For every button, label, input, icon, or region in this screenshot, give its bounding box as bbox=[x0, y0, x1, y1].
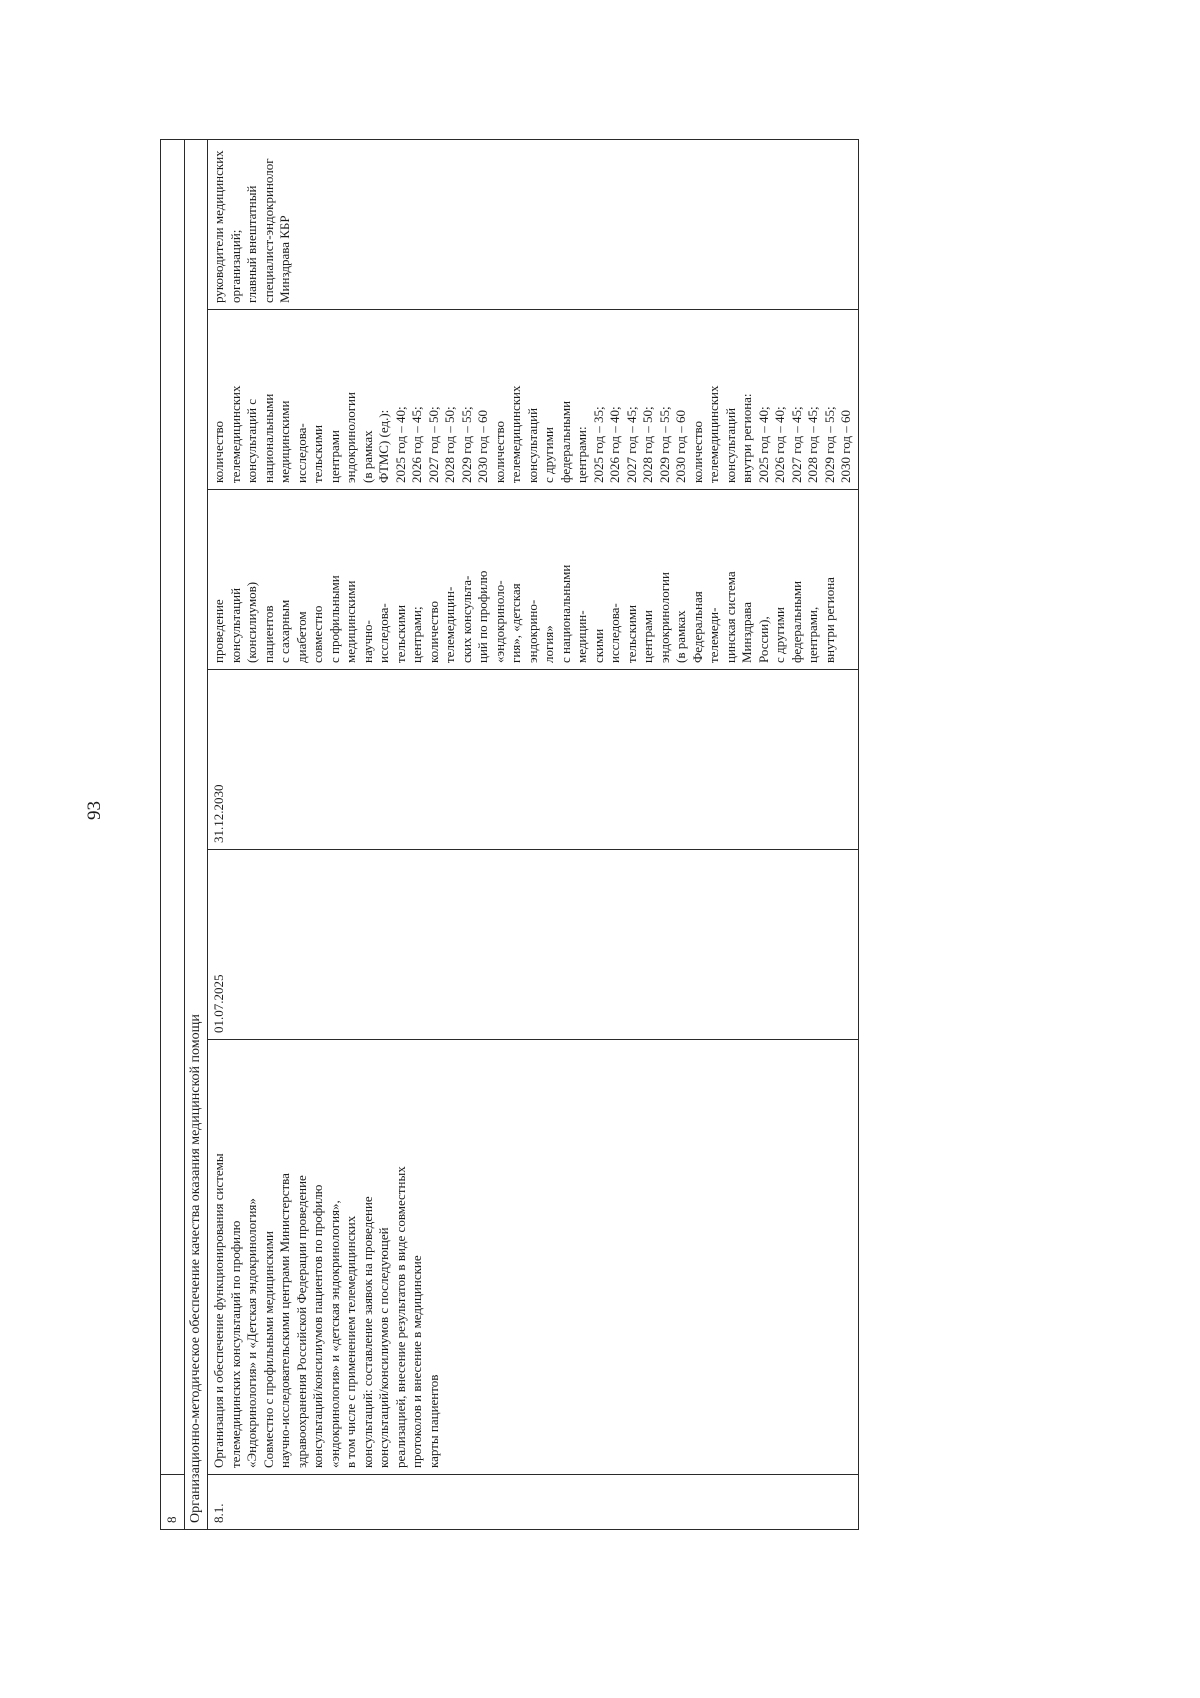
header-cell-empty bbox=[161, 139, 185, 1474]
section-row bbox=[184, 139, 208, 1529]
row-description: Организация и обеспечение функционирования системы телемедицинских консультаций по профилю «Эндокринология» и «Детская эндокринология» Совместно с профильными медицинскими научно-исследовательскими центрами Министерства здравоохранения Российской Федерации проведение консультаций/консилиумов пациентов по профилю «эндокринология» и «детская эндокринология», в том числе с применением телемедицинских консультаций: составление заявок на проведение консультаций/консилиумов с последующей реализацией, внесение результатов в виде совместных протоколов и внесение в медицинские карты пациентов bbox=[208, 1040, 859, 1475]
row-number: 8.1. bbox=[208, 1475, 859, 1530]
header-row bbox=[161, 139, 185, 1529]
row-start-date: 01.07.2025 bbox=[208, 850, 859, 1040]
row-end-date: 31.12.2030 bbox=[208, 670, 859, 850]
header-cell-number: 8 bbox=[161, 1475, 185, 1530]
activities-table bbox=[160, 139, 859, 1530]
document-sheet bbox=[160, 140, 940, 1530]
row-event: проведение консультаций (консилиумов) пациентов с сахарным диабетом совместно с профильными медицинскими научно- исследова- тельскими центрами; количество телемедицин- ских консульта- ций по профилю «эндокриноло- гия», «детская эндокрино- логия» с национальными медицин- скими исследова- тельскими центрами эндокринологии (в рамках Федеральная телемеди- цинская система Минздрава России), с другими федеральными центрами, внутри региона bbox=[208, 490, 859, 670]
row-indicators: количество телемедицинских консультаций с национальными медицинскими исследова- тельскими центрами эндокринологии (в рамках ФТМС) (ед.): 2025 год – 40; 2026 год – 45; 2027 год – 50; 2028 год – 50; 2029 год – 55; 2030 год – 60 количество телемедицинских консультаций с другими федеральными центрами: 2025 год – 35; 2026 год – 40; 2027 год – 45; 2028 год – 50; 2029 год – 55; 2030 год – 60 количество телемедицинских консультаций внутри региона: 2025 год – 40; 2026 год – 40; 2027 год – 45; 2028 год – 45; 2029 год – 55; 2030 год – 60 bbox=[208, 310, 859, 490]
table-row bbox=[208, 139, 859, 1529]
page-number: 93 bbox=[84, 801, 105, 820]
row-executors: руководители медицинских организаций; главный внештатный специалист-эндокринолог Минздрава КБР bbox=[208, 139, 859, 309]
section-title: Организационно-методическое обеспечение качества оказания медицинской помощи bbox=[184, 139, 208, 1529]
